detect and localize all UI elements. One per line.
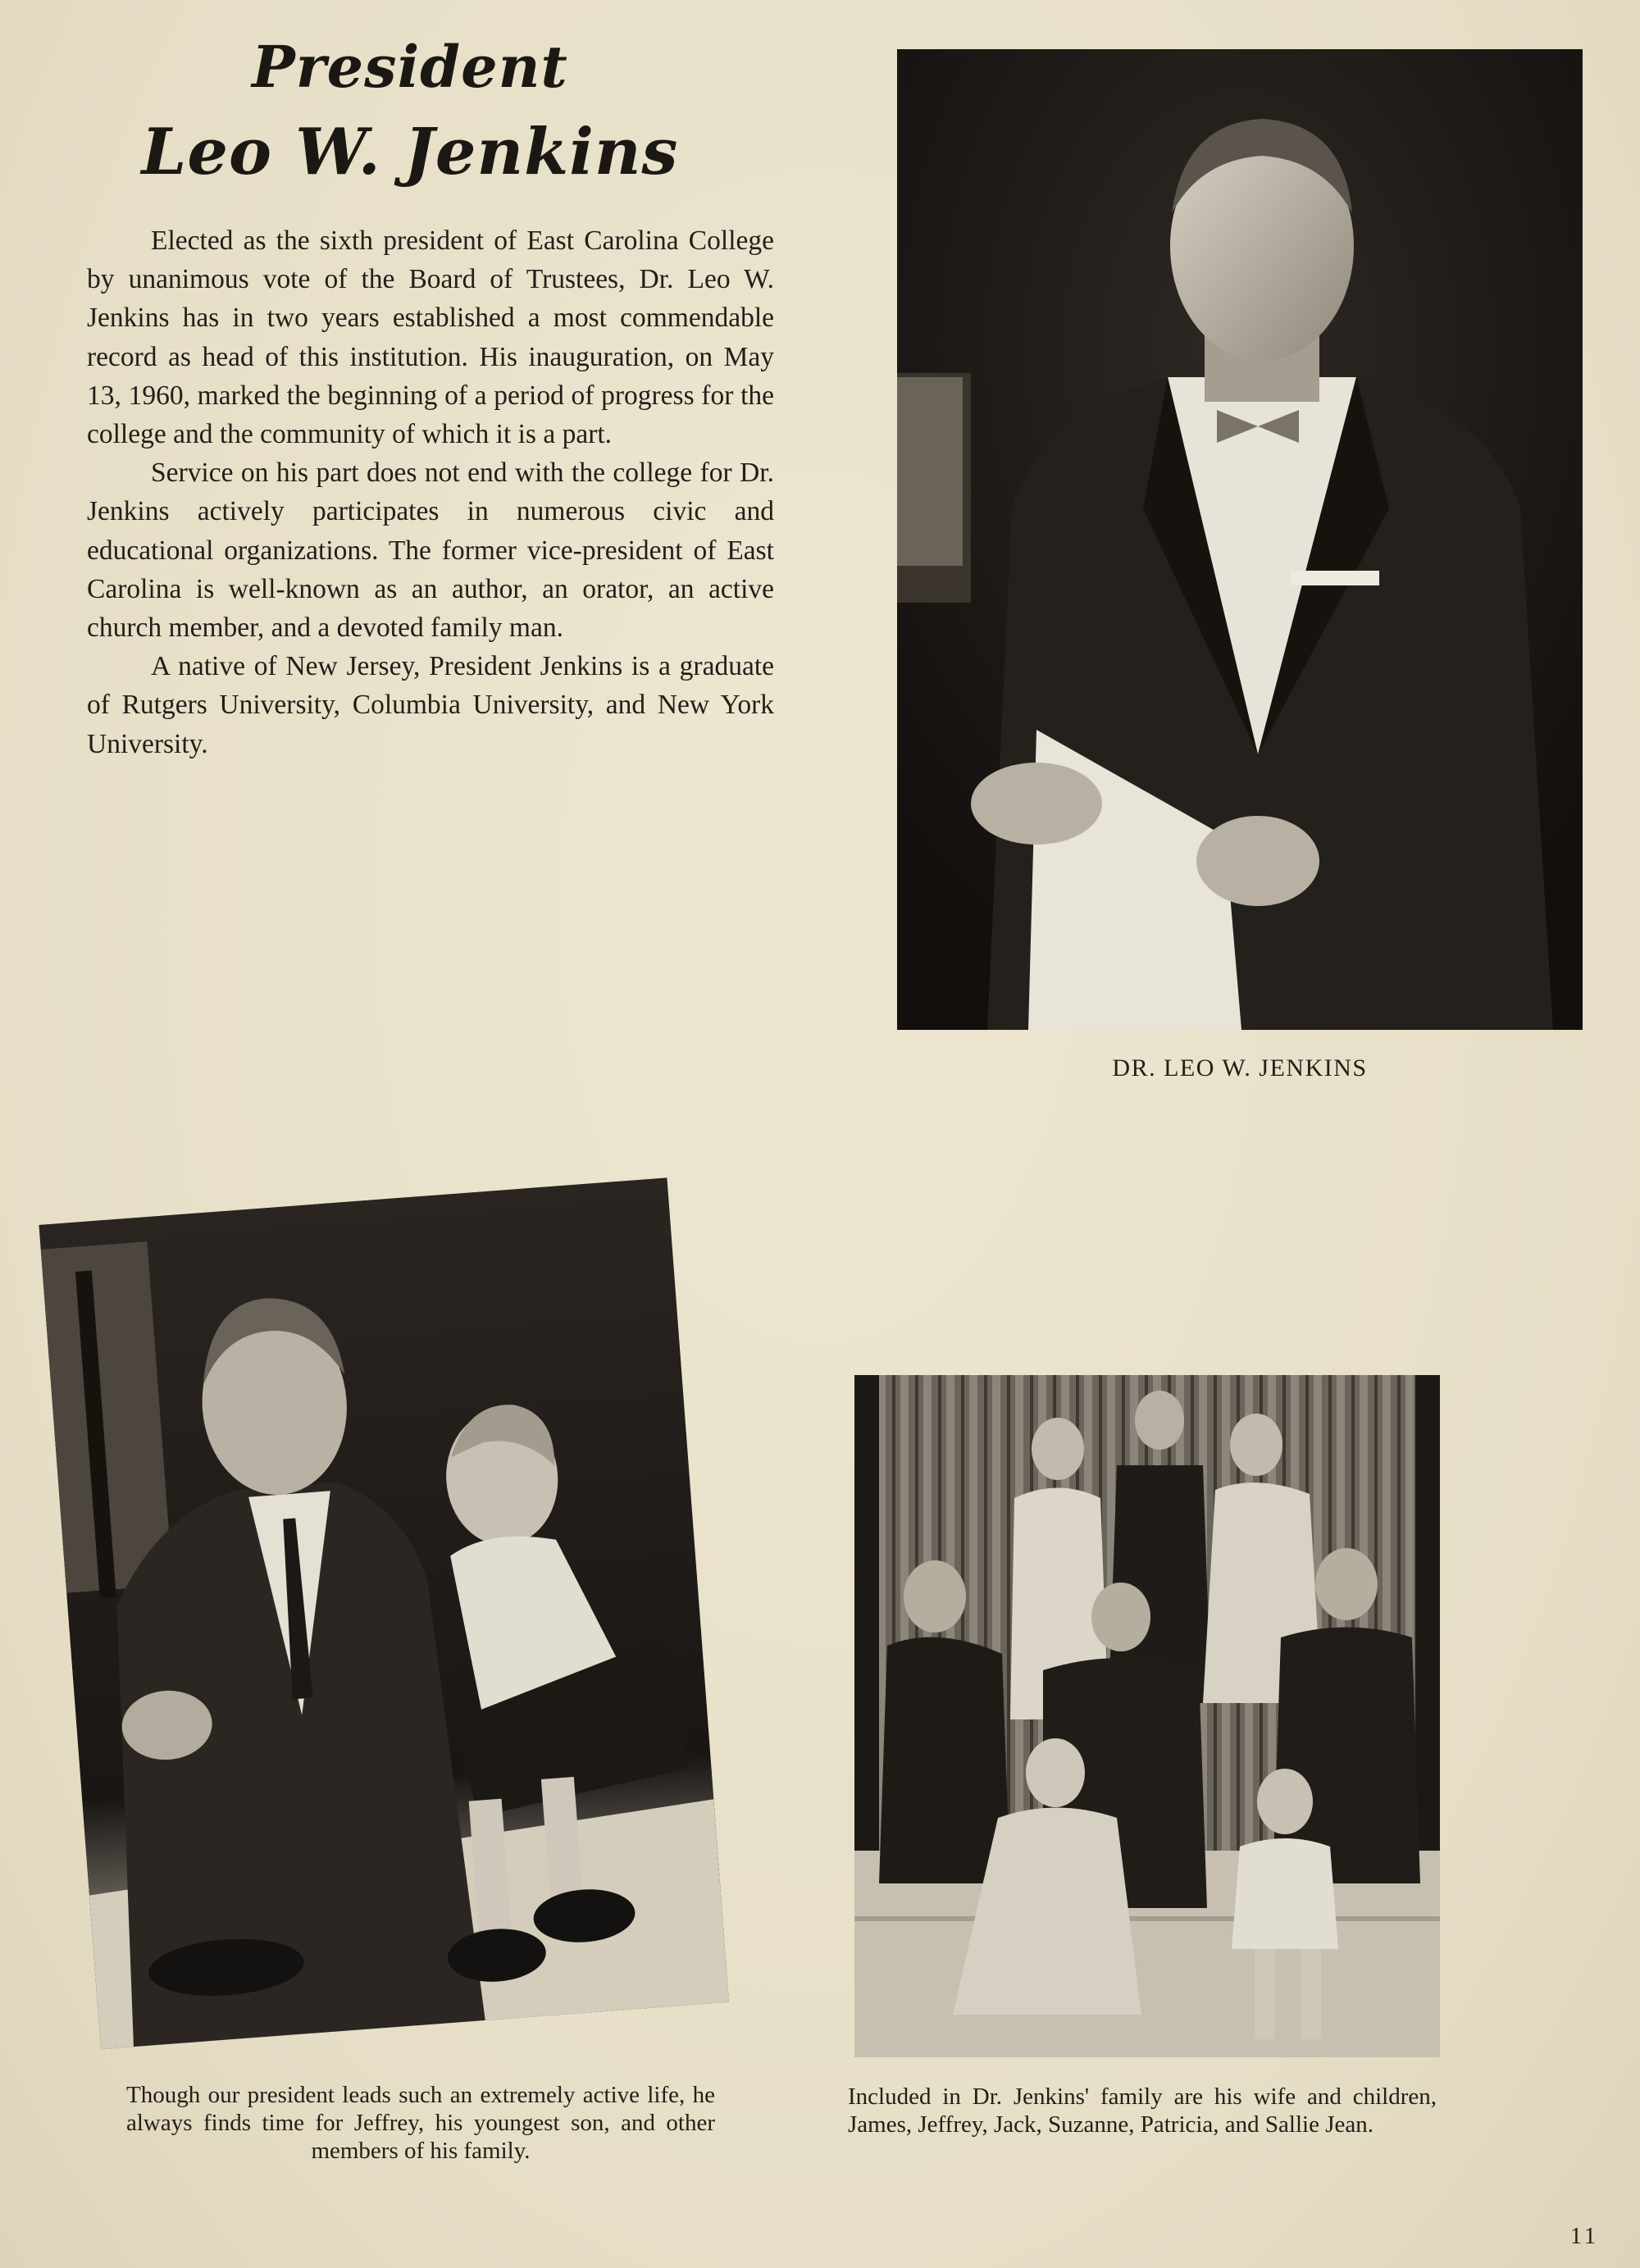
family-photo: [854, 1375, 1440, 2057]
page-title-line2: Leo W. Jenkins: [141, 115, 679, 189]
article-body: [87, 221, 774, 763]
article-paragraph: Elected as the sixth president of East Carolina College by unanimous vote of the Board of Trustees, Dr. Leo W. Jenkins has in two years established a most commendable record as head of this institution. His inauguration, on May 13, 1960, marked the beginning of a period of progress for the college and the community of which it is a part.: [87, 225, 774, 450]
portrait-photo: [897, 49, 1583, 1030]
article-paragraph: Service on his part does not end with the college for Dr. Jenkins actively participates in numerous civic and educational organizations. The former vice-president of East Carolina is well-known as an author, an orator, an active church member, and a devoted family man.: [87, 458, 774, 644]
page-number: 11: [1570, 2224, 1599, 2249]
family-caption: Included in Dr. Jenkins' family are his wife and children, James, Jeffrey, Jack, Suzanne, Patricia, and Sallie Jean.: [848, 2084, 1437, 2138]
father-son-caption: Though our president leads such an extremely active life, he always finds time for Jeffrey, his youngest son, and other members of his family.: [126, 2082, 715, 2164]
father-son-photo: [39, 1177, 729, 2049]
page-title-line1: President: [252, 33, 568, 101]
portrait-caption: DR. LEO W. JENKINS: [1112, 1054, 1368, 1082]
article-paragraph: A native of New Jersey, President Jenkins is a graduate of Rutgers University, Columbia University, and New York University.: [87, 651, 774, 759]
